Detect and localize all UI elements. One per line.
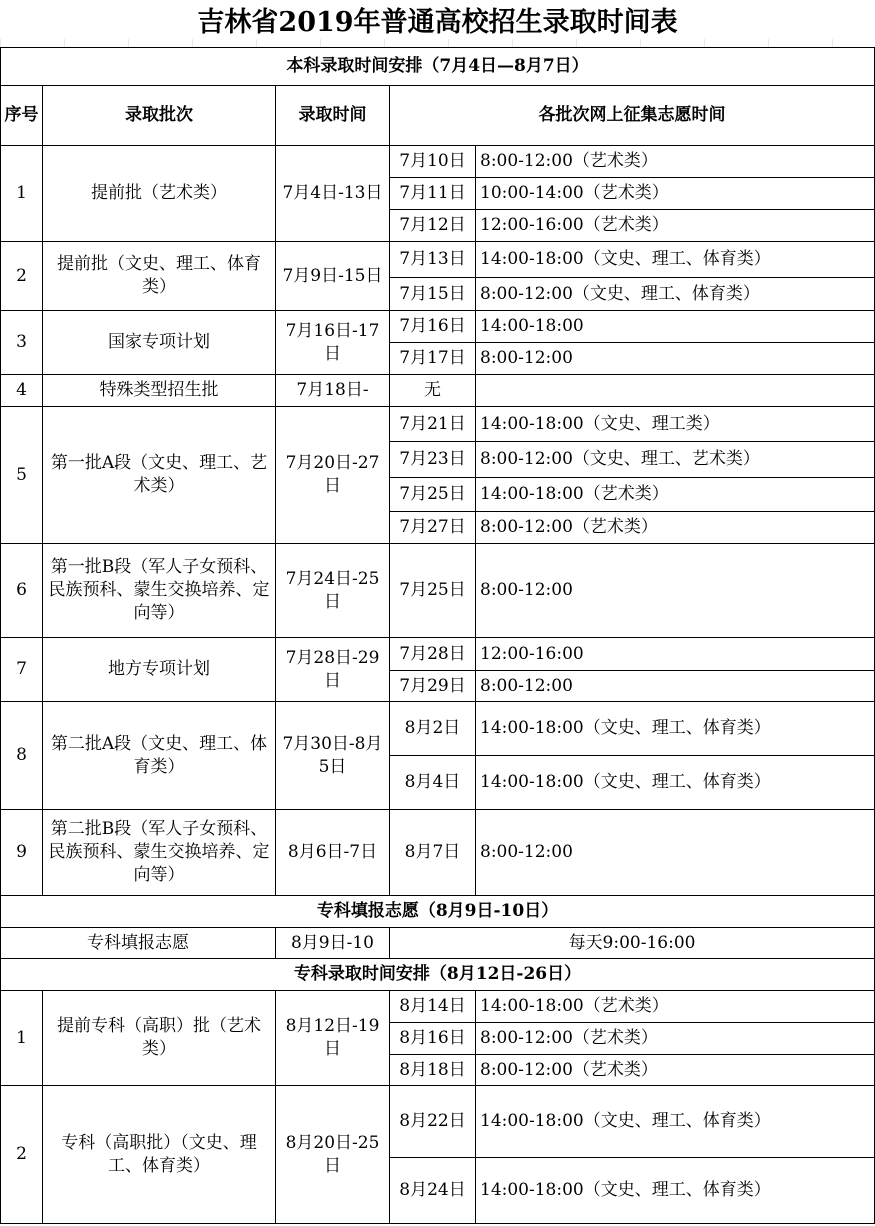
hours-cell: 8:00-12:00（文史、理工、艺术类） — [476, 442, 875, 478]
date-cell: 8月22日 — [390, 1086, 476, 1158]
table-row — [1, 375, 875, 407]
hours-cell: 14:00-18:00（文史、理工、体育类） — [476, 1086, 875, 1158]
hours-cell: 12:00-16:00（艺术类） — [476, 210, 875, 242]
batch-cell: 国家专项计划 — [43, 311, 276, 375]
table-row — [1, 702, 875, 756]
header-batch: 录取批次 — [43, 86, 276, 146]
seq-cell: 3 — [1, 311, 43, 375]
hours-cell: 8:00-12:00（文史、理工、体育类） — [476, 278, 875, 311]
schedule-table — [0, 47, 875, 1224]
date-cell: 7月15日 — [390, 278, 476, 311]
date-cell: 7月23日 — [390, 442, 476, 478]
gridlines — [0, 39, 875, 47]
hours-cell: 8:00-12:00 — [476, 343, 875, 375]
seq-cell: 5 — [1, 407, 43, 544]
date-cell: 7月10日 — [390, 146, 476, 178]
hours-cell: 8:00-12:00（艺术类） — [476, 146, 875, 178]
batch-cell: 提前批（艺术类） — [43, 146, 276, 242]
hours-cell: 14:00-18:00 — [476, 311, 875, 343]
seq-cell: 2 — [1, 242, 43, 311]
date-cell: 8月24日 — [390, 1158, 476, 1224]
batch-cell: 第一批B段（军人子女预科、民族预科、蒙生交换培养、定向等） — [43, 544, 276, 638]
seq-cell: 2 — [1, 1086, 43, 1224]
time-cell: 8月20日-25日 — [276, 1086, 390, 1224]
batch-cell: 特殊类型招生批 — [43, 375, 276, 407]
seq-cell: 4 — [1, 375, 43, 407]
table-row — [1, 146, 875, 178]
time-cell: 7月9日-15日 — [276, 242, 390, 311]
hours-cell: 14:00-18:00（文史、理工类） — [476, 407, 875, 442]
seq-cell: 7 — [1, 638, 43, 702]
seq-cell: 1 — [1, 991, 43, 1086]
date-cell: 8月7日 — [390, 810, 476, 896]
time-cell: 7月18日- — [276, 375, 390, 407]
date-cell: 7月11日 — [390, 178, 476, 210]
table-row — [1, 928, 875, 959]
date-cell: 7月13日 — [390, 242, 476, 278]
hours-cell: 8:00-12:00（艺术类） — [476, 1023, 875, 1055]
table-row — [1, 1086, 875, 1158]
hours-cell: 14:00-18:00（文史、理工、体育类） — [476, 702, 875, 756]
date-cell: 8月18日 — [390, 1055, 476, 1086]
table-row — [1, 991, 875, 1023]
zk-fill-time: 8月9日-10 — [276, 928, 390, 959]
seq-cell: 8 — [1, 702, 43, 810]
hours-cell: 12:00-16:00 — [476, 638, 875, 671]
hours-cell: 8:00-12:00（艺术类） — [476, 512, 875, 544]
hours-cell: 14:00-18:00（文史、理工、体育类） — [476, 1158, 875, 1224]
date-cell: 8月4日 — [390, 756, 476, 810]
batch-cell: 第二批A段（文史、理工、体育类） — [43, 702, 276, 810]
time-cell: 7月16日-17日 — [276, 311, 390, 375]
table-row — [1, 407, 875, 442]
batch-cell: 专科（高职批）（文史、理工、体育类） — [43, 1086, 276, 1224]
time-cell: 7月30日-8月5日 — [276, 702, 390, 810]
zk-fill-note: 每天9:00-16:00 — [390, 928, 875, 959]
section-row — [1, 48, 875, 86]
date-cell: 7月25日 — [390, 544, 476, 638]
date-cell: 8月14日 — [390, 991, 476, 1023]
hours-cell: 14:00-18:00（文史、理工、体育类） — [476, 756, 875, 810]
batch-cell: 提前批（文史、理工、体育类） — [43, 242, 276, 311]
page-title: 吉林省2019年普通高校招生录取时间表 — [197, 7, 678, 38]
hours-cell: 8:00-12:00 — [476, 810, 875, 896]
time-cell: 8月12日-19日 — [276, 991, 390, 1086]
section-row — [1, 959, 875, 991]
date-cell: 无 — [390, 375, 476, 407]
hours-cell: 14:00-18:00（文史、理工、体育类） — [476, 242, 875, 278]
seq-cell: 9 — [1, 810, 43, 896]
hours-cell: 10:00-14:00（艺术类） — [476, 178, 875, 210]
date-cell: 7月27日 — [390, 512, 476, 544]
zk-fill-label: 专科填报志愿 — [1, 928, 276, 959]
batch-cell: 提前专科（高职）批（艺术类） — [43, 991, 276, 1086]
time-cell: 8月6日-7日 — [276, 810, 390, 896]
time-cell: 7月28日-29日 — [276, 638, 390, 702]
hours-cell — [476, 375, 875, 407]
table-row — [1, 544, 875, 638]
table-row — [1, 242, 875, 278]
date-cell: 7月12日 — [390, 210, 476, 242]
date-cell: 7月28日 — [390, 638, 476, 671]
date-cell: 7月29日 — [390, 671, 476, 702]
date-cell: 7月21日 — [390, 407, 476, 442]
seq-cell: 6 — [1, 544, 43, 638]
header-time: 录取时间 — [276, 86, 390, 146]
hours-cell: 14:00-18:00（艺术类） — [476, 991, 875, 1023]
date-cell: 7月17日 — [390, 343, 476, 375]
header-seq: 序号 — [1, 86, 43, 146]
table-row — [1, 311, 875, 343]
header-row — [1, 86, 875, 146]
hours-cell: 8:00-12:00 — [476, 671, 875, 702]
table-row — [1, 810, 875, 896]
hours-cell: 8:00-12:00 — [476, 544, 875, 638]
batch-cell: 第一批A段（文史、理工、艺术类） — [43, 407, 276, 544]
section-title-zk-fill: 专科填报志愿（8月9日-10日） — [1, 896, 875, 928]
seq-cell: 1 — [1, 146, 43, 242]
section-row — [1, 896, 875, 928]
header-collect: 各批次网上征集志愿时间 — [390, 86, 875, 146]
date-cell: 8月2日 — [390, 702, 476, 756]
batch-cell: 第二批B段（军人子女预科、民族预科、蒙生交换培养、定向等） — [43, 810, 276, 896]
section-title-bk: 本科录取时间安排（7月4日—8月7日） — [1, 48, 875, 86]
time-cell: 7月20日-27日 — [276, 407, 390, 544]
time-cell: 7月24日-25日 — [276, 544, 390, 638]
time-cell: 7月4日-13日 — [276, 146, 390, 242]
date-cell: 7月25日 — [390, 478, 476, 512]
section-title-zk: 专科录取时间安排（8月12日-26日） — [1, 959, 875, 991]
date-cell: 7月16日 — [390, 311, 476, 343]
table-row — [1, 638, 875, 671]
hours-cell: 8:00-12:00（艺术类） — [476, 1055, 875, 1086]
batch-cell: 地方专项计划 — [43, 638, 276, 702]
hours-cell: 14:00-18:00（艺术类） — [476, 478, 875, 512]
date-cell: 8月16日 — [390, 1023, 476, 1055]
